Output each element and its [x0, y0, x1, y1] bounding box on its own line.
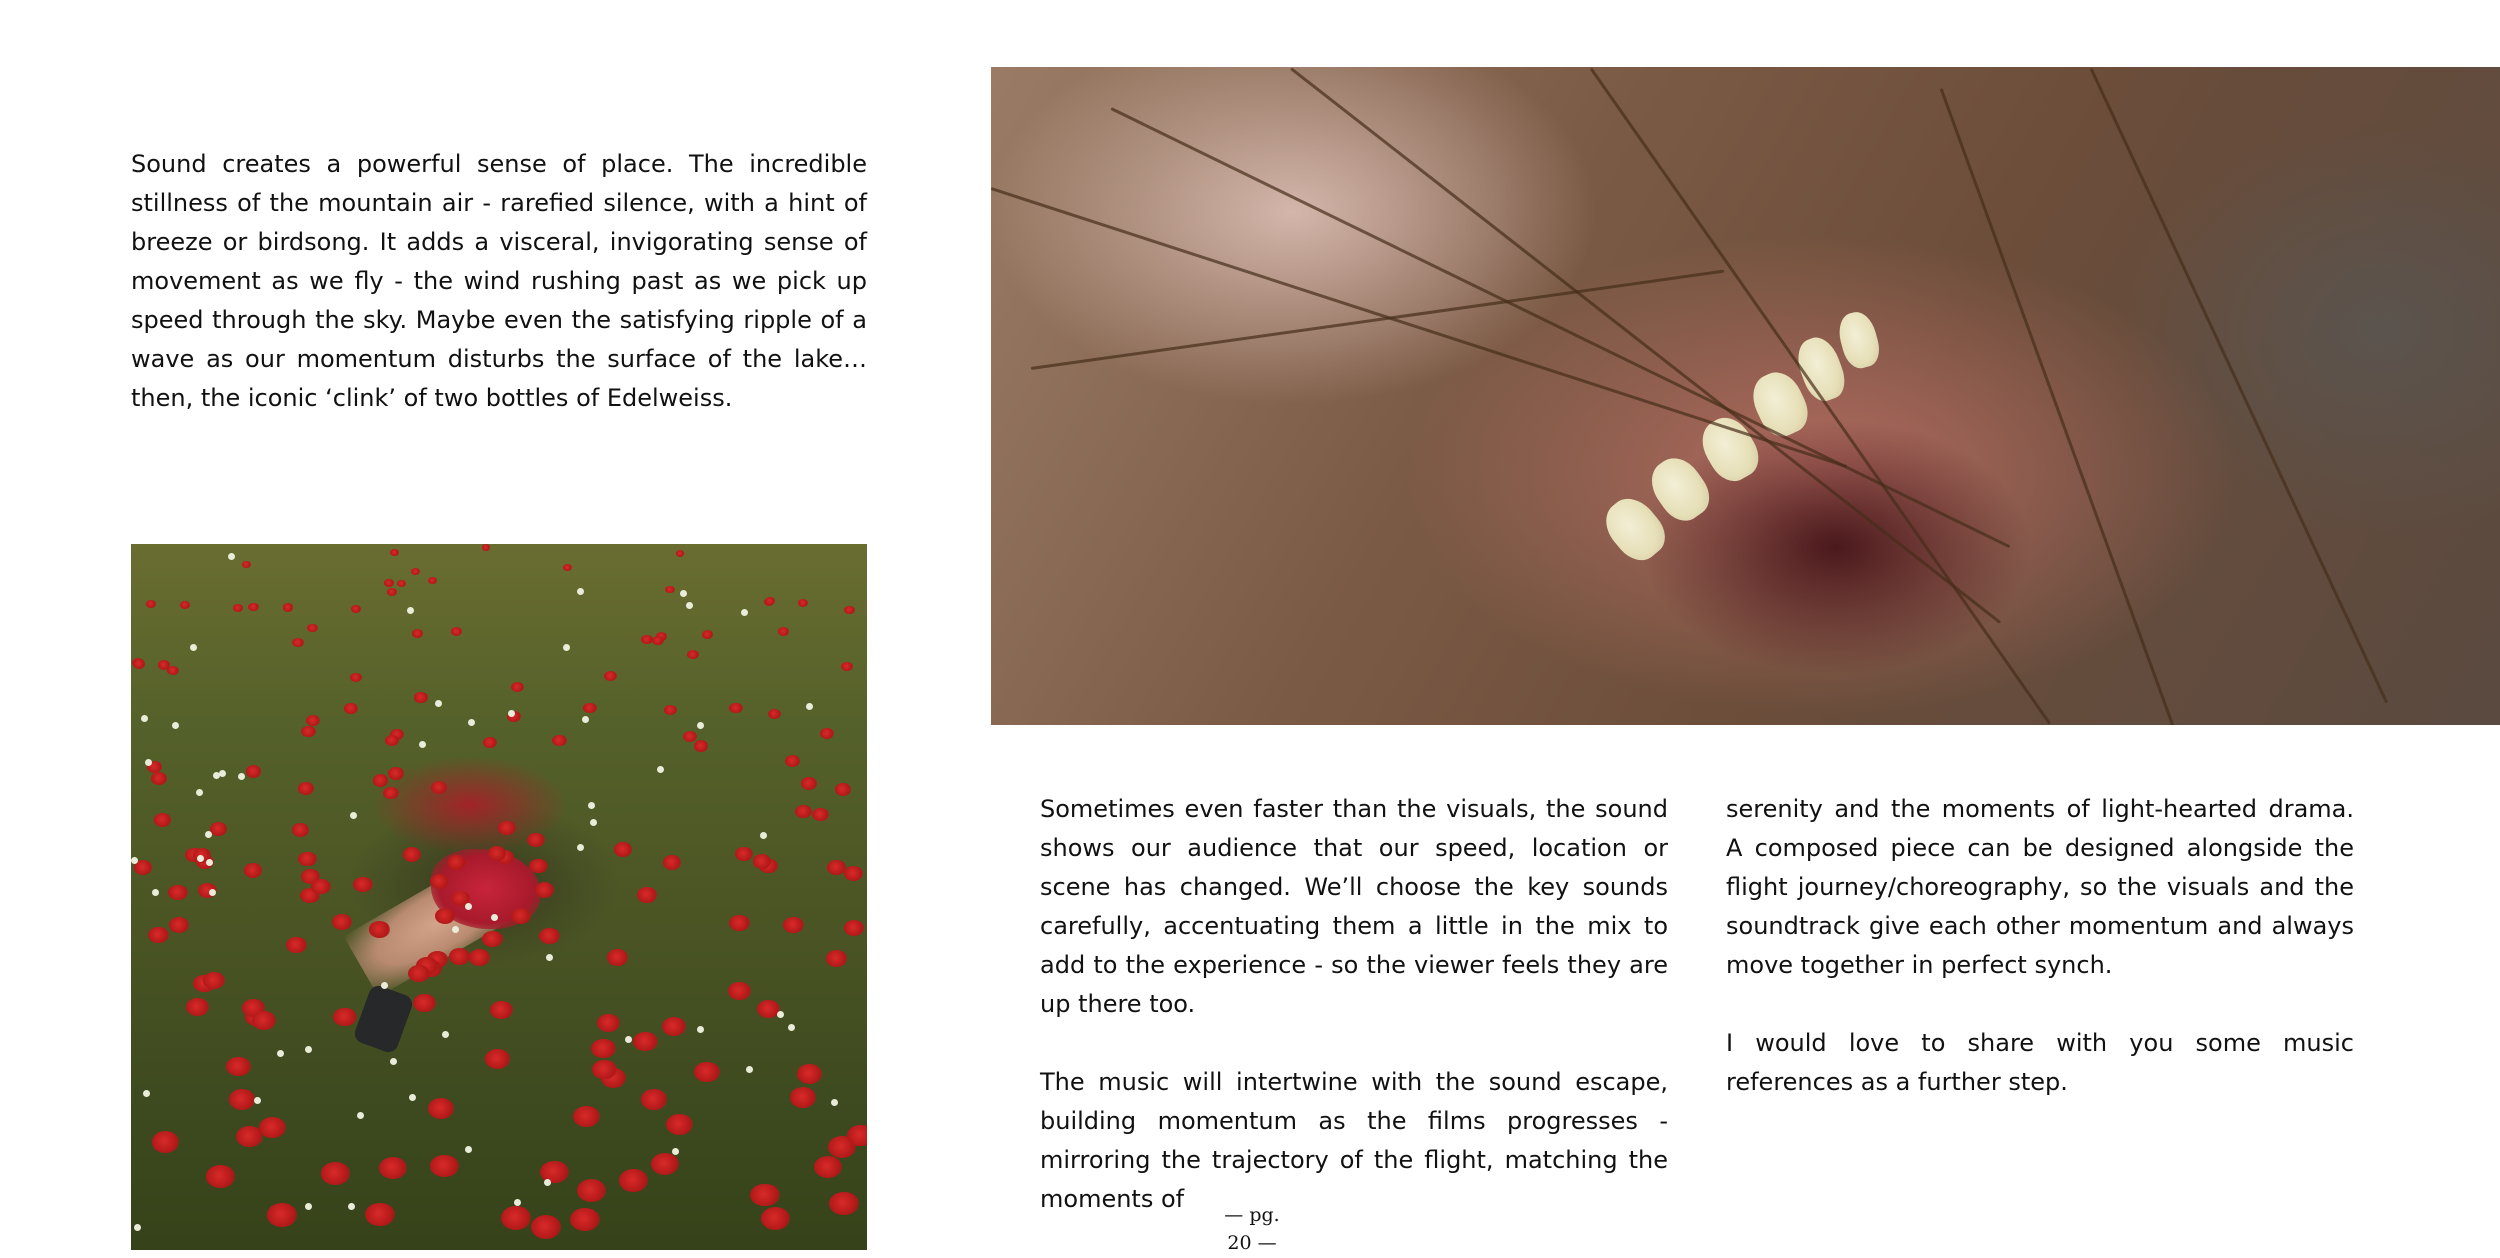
poppy	[765, 597, 775, 605]
poppy	[333, 1008, 356, 1026]
daisy	[277, 1050, 284, 1057]
daisy	[409, 1094, 416, 1101]
poppy	[633, 1032, 657, 1051]
daisy	[546, 954, 553, 961]
daisy	[582, 716, 589, 723]
poppy	[761, 1207, 791, 1231]
daisy	[219, 770, 226, 777]
poppy	[651, 1153, 679, 1175]
poppy	[151, 772, 167, 784]
poppy	[835, 783, 851, 796]
text-column-left	[1040, 790, 1668, 1258]
poppy	[729, 703, 743, 714]
poppy	[814, 1156, 842, 1178]
daisy	[238, 773, 245, 780]
daisy	[625, 1036, 632, 1043]
poppy	[844, 866, 863, 881]
poppy	[301, 726, 315, 737]
poppy	[390, 549, 399, 556]
poppy	[431, 781, 447, 794]
poppy	[286, 937, 307, 954]
poppy	[430, 1155, 458, 1177]
poppy	[411, 568, 420, 575]
poppy	[847, 1125, 867, 1146]
poppy	[428, 1098, 454, 1119]
daisy	[590, 819, 597, 826]
daisy	[657, 766, 664, 773]
poppy	[641, 1089, 667, 1110]
poppy	[829, 1192, 858, 1215]
intro-paragraph: Sound creates a powerful sense of place. The incredible stillness of the mountain air - rarefied silence, with a hint of breeze or birdsong. It adds a visceral, invigorating sense of movement as we fly - the wind rushing past as we pick up speed through the sky. Maybe even the satisfying ripple of a wave as our momentum disturbs the surface of the lake… then, the iconic ‘clink’ of two bottles of Edelweiss.	[131, 150, 867, 412]
poppy	[298, 852, 316, 866]
daisy	[213, 772, 220, 779]
poppy	[292, 638, 303, 647]
daisy	[697, 1026, 704, 1033]
poppy	[619, 1169, 648, 1192]
column-right-paragraph-2: I would love to share with you some music references as a further step.	[1726, 1029, 2354, 1096]
poppy	[148, 927, 169, 943]
daisy	[190, 644, 197, 651]
poppy	[563, 564, 572, 571]
poppy	[666, 1114, 693, 1135]
poppy	[292, 823, 309, 837]
poppy	[408, 965, 430, 982]
poppy	[252, 1011, 276, 1030]
daisy	[577, 588, 584, 595]
laughing-closeup-photo	[991, 67, 2500, 725]
poppy	[206, 1165, 235, 1187]
column-left-paragraph-1: Sometimes even faster than the visuals, the sound shows our audience that our speed, location or scene has changed. We’ll choose the key sounds carefully, accentuating them a little in the mix to add to the experience - so the viewer feels they are up there too.	[1040, 795, 1668, 1018]
hair-strand	[991, 187, 1847, 468]
poppy	[168, 885, 187, 900]
poppy	[403, 847, 421, 861]
daisy	[254, 1097, 261, 1104]
poppy-field-photo	[131, 544, 867, 1250]
poppy	[490, 1001, 513, 1019]
poppy	[146, 600, 156, 608]
daisy	[760, 832, 767, 839]
poppy	[383, 787, 399, 800]
poppy	[248, 603, 258, 611]
poppy	[498, 821, 515, 835]
poppy	[778, 627, 789, 636]
poppy	[242, 561, 251, 568]
poppy	[451, 627, 462, 636]
poppy	[827, 860, 846, 875]
poppy	[687, 650, 699, 659]
poppy	[435, 908, 455, 924]
poppy	[683, 731, 697, 742]
poppy	[388, 767, 404, 779]
poppy	[414, 692, 427, 702]
poppy	[663, 855, 682, 870]
daisy	[196, 789, 203, 796]
daisy	[508, 710, 515, 717]
poppy	[841, 662, 853, 672]
daisy	[806, 703, 813, 710]
daisy	[305, 1046, 312, 1053]
poppy	[387, 588, 397, 596]
poppy	[694, 740, 709, 752]
poppy	[573, 1106, 600, 1127]
poppy	[233, 604, 243, 612]
poppy	[597, 1014, 621, 1033]
poppy	[583, 703, 597, 714]
daisy	[468, 719, 475, 726]
poppy	[412, 629, 423, 638]
text-column-right	[1726, 790, 2354, 1141]
daisy	[143, 1090, 150, 1097]
poppy	[501, 1206, 531, 1229]
poppy	[844, 606, 854, 614]
daisy	[209, 889, 216, 896]
poppy	[385, 735, 400, 746]
poppy	[676, 550, 685, 557]
poppy	[728, 982, 751, 1000]
hair-strand	[1110, 107, 2010, 548]
daisy	[205, 831, 212, 838]
poppy	[552, 735, 567, 746]
poppy	[244, 863, 263, 878]
poppy	[351, 605, 361, 613]
poppy	[469, 949, 491, 966]
daisy	[442, 1031, 449, 1038]
poppy	[210, 822, 227, 836]
poppy	[694, 1062, 719, 1082]
page-number: — pg. 20 —	[1224, 1204, 1280, 1254]
poppy	[531, 1215, 561, 1239]
poppy	[527, 833, 545, 847]
poppy	[662, 1017, 686, 1036]
daisy	[777, 1011, 784, 1018]
figure-boot	[352, 983, 415, 1055]
daisy	[141, 715, 148, 722]
poppy	[332, 914, 352, 930]
poppy	[369, 921, 390, 937]
daisy	[563, 644, 570, 651]
poppy	[783, 917, 803, 933]
daisy	[686, 602, 693, 609]
daisy	[465, 1146, 472, 1153]
poppy	[801, 777, 817, 790]
poppy	[820, 728, 834, 739]
poppy	[702, 630, 713, 639]
poppy	[768, 709, 782, 720]
hair-strand	[1590, 68, 2051, 725]
poppy	[447, 855, 465, 870]
daisy	[788, 1024, 795, 1031]
daisy	[206, 859, 213, 866]
poppy	[379, 1157, 407, 1179]
poppy	[267, 1203, 297, 1226]
poppy	[488, 846, 506, 860]
tooth	[1834, 308, 1883, 371]
poppy	[133, 659, 145, 669]
poppy	[373, 774, 389, 786]
poppy	[750, 1184, 779, 1207]
poppy	[229, 1089, 255, 1110]
daisy	[172, 722, 179, 729]
daisy	[419, 741, 426, 748]
poppy	[790, 1087, 816, 1107]
daisy	[588, 802, 595, 809]
daisy	[544, 1179, 551, 1186]
poppy	[614, 842, 632, 856]
daisy	[697, 722, 704, 729]
daisy	[831, 1099, 838, 1106]
poppy	[785, 755, 800, 767]
poppy	[844, 920, 865, 936]
daisy	[435, 700, 442, 707]
poppy	[344, 703, 358, 714]
poppy	[591, 1039, 615, 1058]
poppy	[321, 1162, 349, 1184]
poppy	[607, 949, 629, 966]
poppy	[154, 813, 171, 826]
poppy	[449, 948, 471, 965]
daisy	[152, 889, 159, 896]
poppy	[246, 765, 262, 777]
poppy	[511, 682, 524, 692]
poppy	[812, 808, 829, 821]
poppy	[298, 782, 314, 795]
daisy	[465, 903, 472, 910]
poppy	[430, 874, 449, 889]
poppy	[637, 887, 657, 902]
poppy	[413, 994, 436, 1012]
poppy	[735, 847, 753, 861]
poppy	[795, 805, 812, 818]
poppy	[311, 879, 330, 894]
daisy	[305, 1203, 312, 1210]
poppy	[365, 1203, 395, 1226]
poppy	[570, 1208, 600, 1232]
daisy	[672, 1148, 679, 1155]
poppy	[529, 859, 548, 874]
daisy	[350, 812, 357, 819]
daisy	[228, 553, 235, 560]
poppy	[283, 603, 293, 611]
daisy	[741, 609, 748, 616]
poppy	[306, 715, 320, 726]
poppy	[539, 928, 560, 944]
poppy	[664, 705, 678, 716]
hair-strand	[2090, 68, 2389, 704]
poppy	[577, 1179, 606, 1202]
daisy	[680, 590, 687, 597]
poppy	[797, 1064, 822, 1084]
poppy	[641, 635, 652, 644]
poppy	[350, 673, 363, 683]
daisy	[390, 1058, 397, 1065]
poppy	[798, 599, 808, 607]
daisy	[577, 844, 584, 851]
poppy	[652, 636, 663, 645]
poppy	[428, 577, 437, 584]
daisy	[357, 1112, 364, 1119]
poppy	[384, 579, 394, 586]
poppy	[397, 580, 407, 588]
poppy	[511, 908, 531, 924]
poppy	[482, 931, 503, 947]
poppy	[485, 1049, 510, 1068]
daisy	[407, 607, 414, 614]
column-right-paragraph-1: serenity and the moments of light-hearted drama. A composed piece can be designed alongside the flight journey/choreography, so the visuals and the soundtrack give each other momentum and always move together in perfect synch.	[1726, 795, 2354, 979]
poppy	[259, 1117, 286, 1138]
poppy	[203, 972, 225, 990]
daisy	[134, 1224, 141, 1231]
poppy	[180, 601, 190, 609]
daisy	[746, 1066, 753, 1073]
poppy	[158, 660, 170, 670]
poppy	[307, 624, 318, 633]
poppy	[482, 544, 490, 551]
poppy	[665, 586, 675, 594]
poppy	[169, 917, 190, 933]
poppy	[729, 915, 749, 931]
poppy	[826, 950, 848, 967]
poppy	[226, 1057, 251, 1077]
poppy	[604, 671, 617, 681]
daisy	[348, 1203, 355, 1210]
poppy	[483, 737, 498, 749]
poppy	[152, 1131, 179, 1153]
poppy	[186, 998, 209, 1016]
column-left-paragraph-2: The music will intertwine with the sound escape, building momentum as the films progresses - mirroring the trajectory of the flight, matching the moments of	[1040, 1068, 1668, 1213]
poppy	[353, 877, 372, 892]
poppy	[535, 882, 554, 897]
